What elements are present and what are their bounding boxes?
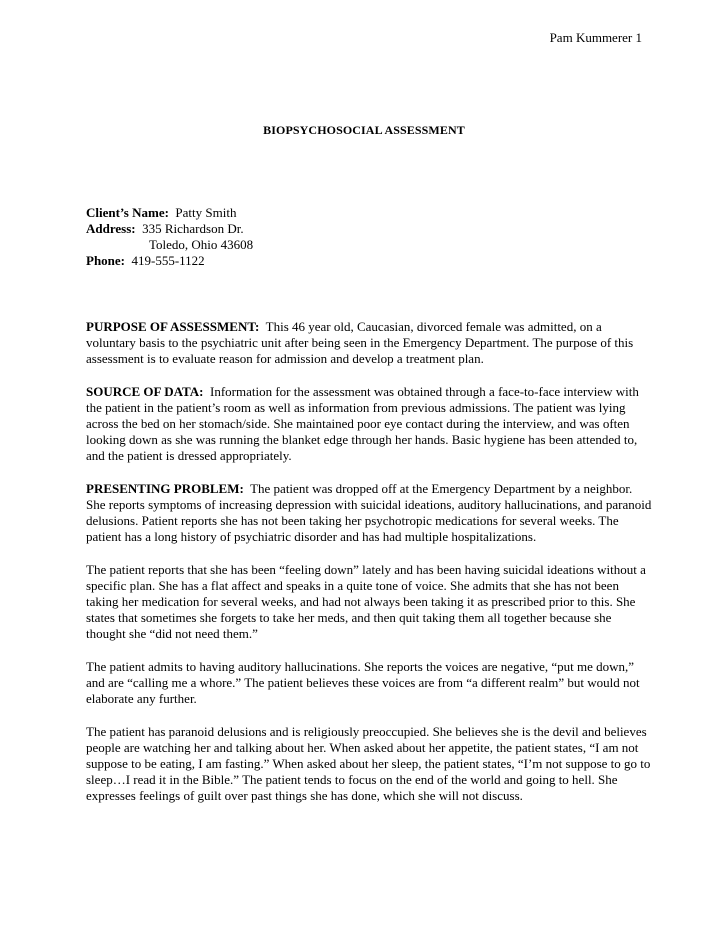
- purpose-paragraph: [86, 319, 654, 367]
- client-name-value: Patty Smith: [175, 205, 237, 220]
- presenting-text: The patient was dropped off at the Emergency Department by a neighbor. She reports symptoms of increasing depression with suicidal ideations, auditory hallucinations, and paranoid delusions. Patient reports she has not been taking her psychotropic medications for several weeks. The patient has a long history of psychiatric disorder and has had multiple hospitalizations.: [86, 481, 652, 544]
- running-head: Pam Kummerer 1: [549, 30, 642, 45]
- client-phone-line: [86, 253, 654, 269]
- document-title: BIOPSYCHOSOCIAL ASSESSMENT: [263, 123, 465, 137]
- assessment-body: [86, 319, 654, 821]
- client-info-block: [86, 205, 654, 269]
- client-address-label: Address:: [86, 221, 136, 236]
- hallucinations-paragraph: The patient admits to having auditory hallucinations. She reports the voices are negative, “put me down,” and are “calling me a whore.” The patient believes these voices are from “a different realm” but would not elaborate any further.: [86, 659, 640, 706]
- client-phone-value: 419-555-1122: [131, 253, 205, 268]
- client-name-line: [86, 205, 654, 221]
- client-address-line: [86, 221, 654, 237]
- presenting-label: PRESENTING PROBLEM:: [86, 481, 244, 496]
- delusions-paragraph: The patient has paranoid delusions and is religiously preoccupied. She believes she is the devil and believes people are watching her and talking about her. When asked about her appetite, the patient states, “I am not suppose to be eating, I am fasting.” When asked about her sleep, the patient states, “I’m not suppose to go to sleep…I read it in the Bible.” The patient tends to focus on the end of the world and going to hell. She expresses feelings of guilt over past things she has done, which she will not discuss.: [86, 724, 651, 803]
- source-label: SOURCE OF DATA:: [86, 384, 204, 399]
- client-address-street: 335 Richardson Dr.: [142, 221, 244, 236]
- client-address-city-line: [86, 237, 654, 253]
- purpose-label: PURPOSE OF ASSESSMENT:: [86, 319, 260, 334]
- client-address-city: Toledo, Ohio 43608: [149, 237, 254, 252]
- source-text: Information for the assessment was obtained through a face-to-face interview with the patient in the patient’s room as well as information from previous admissions. The patient was lying across the bed on her stomach/side. She maintained poor eye contact during the interview, and was often looking down as she was running the blanket edge through her hands. Basic hygiene has been attended to, and the patient is dressed appropriately.: [86, 384, 639, 463]
- client-name-label: Client’s Name:: [86, 205, 169, 220]
- source-paragraph: [86, 384, 654, 464]
- client-phone-label: Phone:: [86, 253, 125, 268]
- feeling-paragraph: The patient reports that she has been “feeling down” lately and has been having suicidal ideations without a specific plan. She has a flat affect and speaks in a quite tone of voice. She admits that she has not been taking her medication for several weeks, and had not always been taking it as prescribed prior to this. She states that sometimes she forgets to take her meds, and then quit taking them all together because she thought she “did not need them.”: [86, 562, 646, 641]
- purpose-text: This 46 year old, Caucasian, divorced female was admitted, on a voluntary basis to the psychiatric unit after being seen in the Emergency Department. The purpose of this assessment is to evaluate reason for admission and develop a treatment plan.: [86, 319, 634, 366]
- presenting-paragraph: [86, 481, 654, 545]
